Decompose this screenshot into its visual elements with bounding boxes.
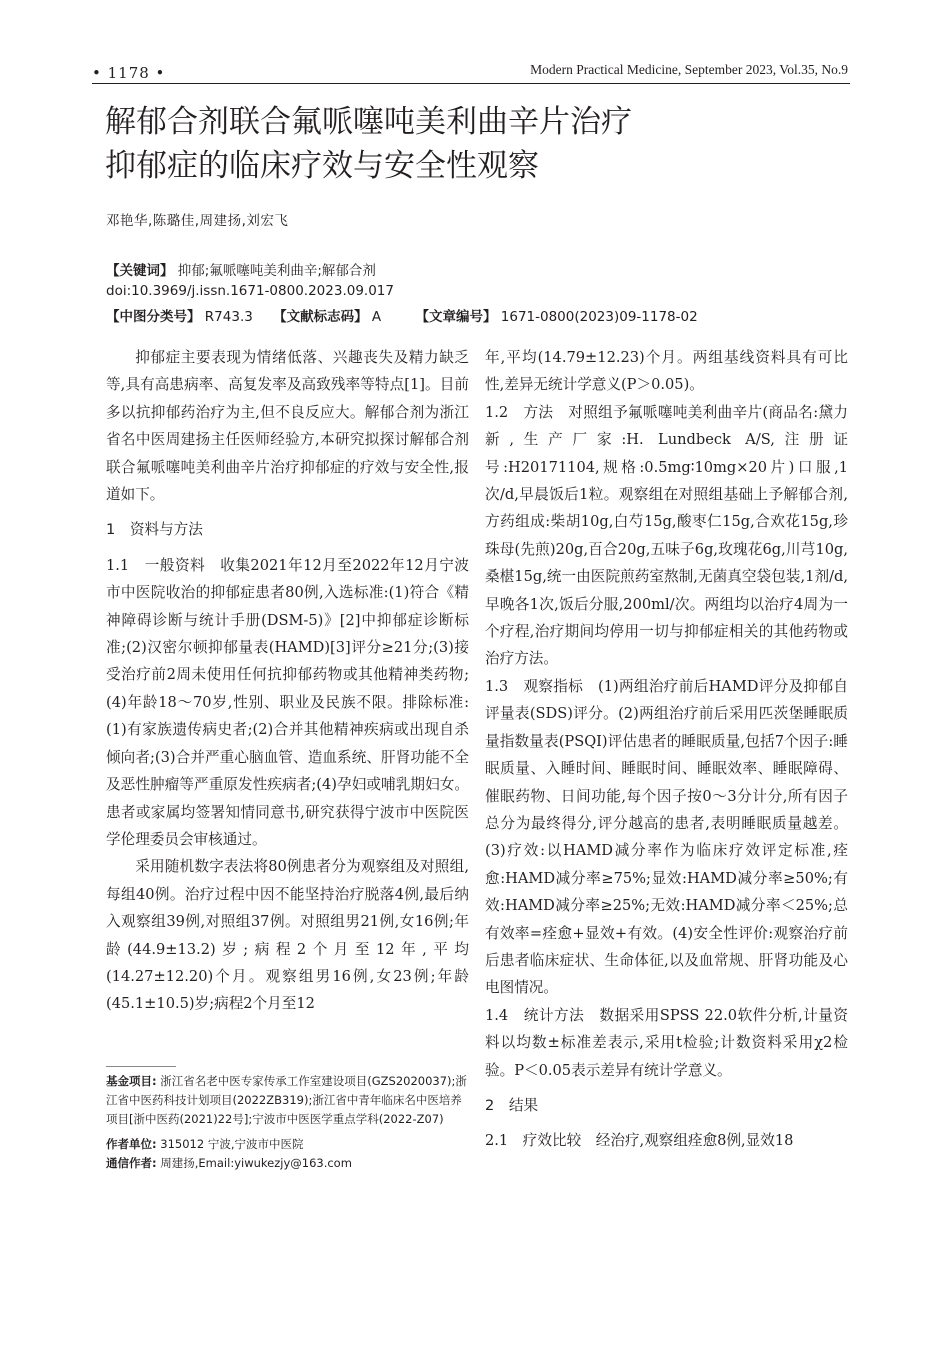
- classification-line: [106, 305, 698, 325]
- paragraph-1-4: 1.4 统计方法 数据采用SPSS 22.0软件分析,计量资料以均数±标准差表示,采用t检验;计数资料采用χ2检验。P＜0.05表示差异有统计学意义。: [485, 1006, 848, 1079]
- header-rule: [92, 83, 850, 84]
- fund-note: [106, 1072, 469, 1129]
- paragraph-1-3: 1.3 观察指标 (1)两组治疗前后HAMD评分及抑郁自评量表(SDS)评分。(2)两组治疗前后采用匹茨堡睡眠质量指数量表(PSQI)评估患者的睡眠质量,包括7个因子:睡眠质量、入睡时间、睡眠时间、睡眠效率、睡眠障碍、催眠药物、日间功能,每个因子按0～3分计分,所有因子总分为最终得分,评分越高的患者,表明睡眠质量越差。(3)疗效:以HAMD减分率作为临床疗效评定标准,痊愈:HAMD减分率≥75%;显效:HAMD减分率≥50%;有效:HAMD减分率≥25%;无效:HAMD减分率＜25%;总有效率=痊愈+显效+有效。(4)安全性评价:观察治疗前后患者临床症状、生命体征,以及血常规、肝肾功能及心电图情况。: [485, 677, 848, 997]
- article-title: [105, 100, 632, 188]
- left-column: [106, 344, 469, 1018]
- unit-text: 315012 宁波,宁波市中医院: [160, 1137, 304, 1151]
- keywords-label: 【关键词】: [106, 263, 174, 279]
- authors: 邓艳华,陈璐佳,周建扬,刘宏飞: [106, 213, 289, 229]
- fund-text: 浙江省名老中医专家传承工作室建设项目(GZS2020037);浙江省中医药科技计划项目(2022ZB319);浙江省中青年临床名中医培养项目[浙中医药(2021)22号];宁波市中医医学重点学科(2022-Z07): [106, 1074, 467, 1126]
- section-2-heading: 2 结果: [485, 1096, 539, 1114]
- title-line-1: 解郁合剂联合氟哌噻吨美利曲辛片治疗: [105, 104, 632, 140]
- footnote-rule: [106, 1066, 176, 1067]
- paragraph-1-2: 1.2 方法 对照组予氟哌噻吨美利曲辛片(商品名:黛力新,生产厂家:H. Lundbeck A/S,注册证号:H20171104,规格:0.5mg∶10mg×20片)口服,1次/d,早晨饭后1粒。观察组在对照组基础上予解郁合剂,方药组成:柴胡10g,白芍15g,酸枣仁15g,合欢花15g,珍珠母(先煎)20g,百合20g,五味子6g,玫瑰花6g,川芎10g,桑椹15g,统一由医院煎药室熬制,无菌真空袋包装,1剂/d,早晚各1次,饭后分服,200ml/次。两组均以治疗4周为一个疗程,治疗期间均停用一切与抑郁症相关的其他药物或治疗方法。: [485, 403, 848, 668]
- doi: doi:10.3969/j.issn.1671-0800.2023.09.017: [106, 283, 394, 299]
- clc-value: R743.3: [204, 309, 253, 325]
- doc-code-value: A: [371, 309, 382, 325]
- title-line-2: 抑郁症的临床疗效与安全性观察: [105, 148, 539, 184]
- paragraph-1-1: 1.1 一般资料 收集2021年12月至2022年12月宁波市中医院收治的抑郁症患者80例,入选标准:(1)符合《精神障碍诊断与统计手册(DSM-5)》[2]中抑郁症诊断标准;(2)汉密尔顿抑郁量表(HAMD)[3]评分≥21分;(3)接受治疗前2周未使用任何抗抑郁药物或其他精神类药物;(4)年龄18～70岁,性别、职业及民族不限。排除标准:(1)有家族遗传病史者;(2)合并其他精神疾病或出现自杀倾向者;(3)合并严重心脑血管、造血系统、肝肾功能不全及恶性肿瘤等严重原发性疾病者;(4)孕妇或哺乳期妇女。患者或家属均签署知情同意书,研究获得宁波市中医院医学伦理委员会审核通过。: [106, 556, 469, 848]
- corr-text: 周建扬,Email:yiwukezjy@163.com: [160, 1156, 352, 1170]
- keywords: 抑郁;氟哌噻吨美利曲辛;解郁合剂: [177, 263, 376, 279]
- footnotes: [106, 1072, 469, 1173]
- page-number: • 1178 •: [92, 64, 166, 82]
- right-column: [485, 344, 848, 1155]
- intro-paragraph: 抑郁症主要表现为情绪低落、兴趣丧失及精力缺乏等,具有高患病率、高复发率及高致残率等特点[1]。目前多以抗抑郁药治疗为主,但不良反应大。解郁合剂为浙江省名中医周建扬主任医师经验方,本研究拟探讨解郁合剂联合氟哌噻吨美利曲辛片治疗抑郁症的疗效与安全性,报道如下。: [106, 349, 469, 504]
- unit-label: 作者单位:: [106, 1137, 157, 1151]
- article-no-label: 【文章编号】: [415, 309, 497, 325]
- fund-label: 基金项目:: [106, 1074, 157, 1088]
- section-1-heading: 1 资料与方法: [106, 521, 203, 539]
- paragraph-2-1: 2.1 疗效比较 经治疗,观察组痊愈8例,显效18: [485, 1132, 794, 1150]
- corresponding-note: [106, 1154, 469, 1173]
- article-no-value: 1671-0800(2023)09-1178-02: [500, 309, 698, 325]
- corr-label: 通信作者:: [106, 1156, 157, 1170]
- unit-note: [106, 1135, 469, 1154]
- clc-label: 【中图分类号】: [106, 309, 201, 325]
- keywords-line: [106, 259, 376, 279]
- paragraph-1-1-grouping: 采用随机数字表法将80例患者分为观察组及对照组,每组40例。治疗过程中因不能坚持治疗脱落4例,最后纳入观察组39例,对照组37例。对照组男21例,女16例;年龄(44.9±13.2)岁;病程2个月至12年,平均(14.27±12.20)个月。观察组男16例,女23例;年龄(45.1±10.5)岁;病程2个月至12: [106, 858, 469, 1013]
- journal-header: Modern Practical Medicine, September 2023, Vol.35, No.9: [530, 62, 848, 77]
- paragraph-continued: 年,平均(14.79±12.23)个月。两组基线资料具有可比性,差异无统计学意义(P＞0.05)。: [485, 349, 848, 394]
- doc-code-label: 【文献标志码】: [273, 309, 368, 325]
